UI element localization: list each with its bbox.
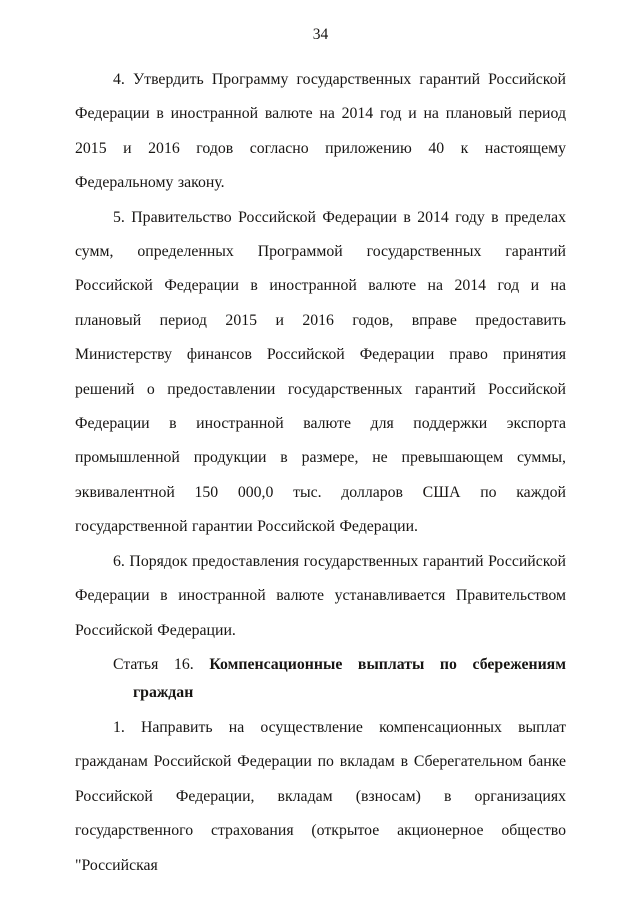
paragraph-item-5: 5. Правительство Российской Федерации в 2014 году в пределах сумм, определенных Программой государственных гарантий Российской Федерации в иностранной валюте на 2014 год и на плановый период 2015 и 2016 годов, вправе предоставить Министерству финансов Российской Федерации право принятия решений о предоставлении государственных гарантий Российской Федерации в иностранной валюте для поддержки экспорта промышленной продукции в размере, не превышающем суммы, эквивалентной 150 000,0 тыс. долларов США по каждой государственной гарантии Российской Федерации. bbox=[75, 208, 566, 536]
paragraph-item-6: 6. Порядок предоставления государственных гарантий Российской Федерации в иностранной валюте устанавливается Правительством Российской Федерации. bbox=[75, 552, 566, 639]
document-body bbox=[75, 63, 566, 883]
paragraph-item-1: 1. Направить на осуществление компенсационных выплат гражданам Российской Федерации по вкладам в Сберегательном банке Российской Федерации, вкладам (взносам) в организациях государственного страхования (открытое акционерное общество "Российская bbox=[75, 718, 566, 874]
page-number: 34 bbox=[312, 26, 329, 43]
article-number-label: Статья 16. bbox=[113, 655, 194, 673]
article-title: Компенсационные выплаты по сбережениям граждан bbox=[133, 655, 566, 701]
paragraph-item-4: 4. Утвердить Программу государственных гарантий Российской Федерации в иностранной валюте на 2014 год и на плановый период 2015 и 2016 годов согласно приложению 40 к настоящему Федеральному закону. bbox=[75, 71, 566, 192]
article-16-heading bbox=[75, 651, 566, 707]
